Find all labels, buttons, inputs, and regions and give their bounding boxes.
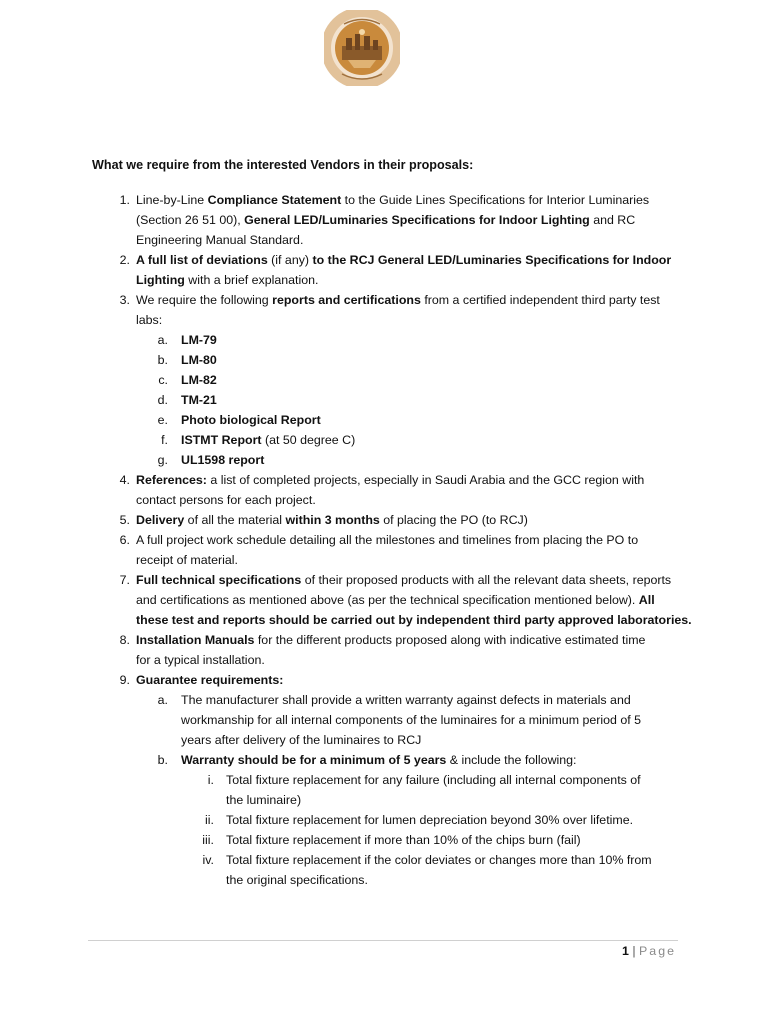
list-item-line	[136, 592, 655, 608]
text-segment: years after delivery of the luminaires to RCJ	[181, 733, 422, 747]
list-item-line	[136, 252, 671, 268]
footer-divider	[88, 940, 678, 941]
list-item-number: 4.	[119, 473, 130, 487]
list-item-line	[136, 652, 265, 668]
text-segment: Compliance Statement	[207, 193, 342, 207]
list-item-line	[136, 632, 645, 648]
list-item-line	[181, 712, 641, 728]
text-segment: the original specifications.	[226, 873, 368, 887]
text-segment: of placing the PO (to RCJ)	[379, 513, 528, 527]
list-item-number: 3.	[119, 293, 130, 307]
text-segment: LM-79	[181, 333, 217, 347]
text-segment: Total fixture replacement for any failure (including all internal components of	[226, 773, 641, 787]
text-segment: & include the following:	[446, 753, 577, 767]
text-segment: A full project work schedule	[136, 533, 287, 547]
page-number: 1	[622, 944, 629, 958]
text-segment: All	[638, 593, 655, 607]
page-heading: What we require from the interested Vendors in their proposals:	[92, 158, 474, 172]
text-segment: ISTMT Report	[181, 433, 262, 447]
list-item-number: 6.	[119, 533, 130, 547]
text-segment: a list of completed projects, especially in Saudi Arabia and the GCC region with	[206, 473, 645, 487]
text-segment: with a brief explanation.	[184, 273, 319, 287]
list-item-line	[226, 832, 581, 848]
list-item-number: i.	[207, 773, 214, 787]
list-item-line	[181, 412, 321, 428]
list-item-number: a.	[157, 693, 168, 707]
text-segment: Delivery	[136, 513, 185, 527]
list-item-line	[136, 512, 528, 528]
text-segment: Full technical specifications	[136, 573, 302, 587]
text-segment: A full list of deviations	[136, 253, 268, 267]
text-segment: detailing all the milestones and timelines from placing the PO to	[286, 533, 639, 547]
text-segment: the luminaire)	[226, 793, 302, 807]
text-segment: to the Guide Lines Specifications for Interior Luminaries	[341, 193, 650, 207]
text-segment: General LED/Luminaries Specifications for Indoor Lighting	[244, 213, 590, 227]
list-item-line	[181, 752, 577, 768]
text-segment: from a certified independent third party test	[420, 293, 660, 307]
page-footer	[560, 944, 676, 958]
text-segment: to the RCJ General LED/Luminaries Specifications for Indoor	[312, 253, 672, 267]
list-item-number: g.	[157, 453, 168, 467]
text-segment: reports and certifications	[272, 293, 421, 307]
list-item-number: 8.	[119, 633, 130, 647]
text-segment: within 3 months	[285, 513, 380, 527]
list-item-line	[136, 492, 316, 508]
list-item-line	[181, 452, 264, 468]
page-separator: |	[632, 944, 636, 958]
list-item-line	[136, 572, 671, 588]
text-segment: Installation Manuals	[136, 633, 255, 647]
list-item-number: iv.	[202, 853, 214, 867]
text-segment: LM-80	[181, 353, 217, 367]
list-item-line	[136, 612, 692, 628]
text-segment: Guarantee requirements:	[136, 673, 284, 687]
list-item-number: 7.	[119, 573, 130, 587]
text-segment: for the different products proposed along with indicative estimated time	[254, 633, 646, 647]
text-segment: Total fixture replacement for lumen depreciation beyond 30% over lifetime.	[226, 813, 634, 827]
saudi-arabia-seal-logo	[324, 10, 400, 86]
list-item-line	[136, 552, 238, 568]
text-segment: and RC	[589, 213, 636, 227]
list-item-line	[136, 292, 660, 308]
text-segment: The manufacturer shall provide a written warranty against defects in materials and	[181, 693, 631, 707]
list-item-line	[226, 792, 301, 808]
text-segment: Lighting	[136, 273, 185, 287]
text-segment: References:	[136, 473, 207, 487]
text-segment: workmanship for all internal components of the luminaires for a minimum period of 5	[181, 713, 642, 727]
list-item-line	[136, 532, 638, 548]
text-segment: Photo biological Report	[181, 413, 321, 427]
text-segment: TM-21	[181, 393, 217, 407]
list-item-line	[181, 392, 217, 408]
list-item-number: ii.	[205, 813, 214, 827]
list-item-line	[181, 372, 217, 388]
text-segment: LM-82	[181, 373, 217, 387]
list-item-line	[181, 432, 355, 448]
list-item-line	[226, 772, 641, 788]
text-segment: Engineering Manual Standard.	[136, 233, 304, 247]
text-segment: receipt of material.	[136, 553, 238, 567]
text-segment: of all the material	[184, 513, 286, 527]
list-item-line	[226, 852, 652, 868]
list-item-line	[181, 332, 217, 348]
list-item-line	[136, 312, 162, 328]
list-item-line	[136, 472, 644, 488]
text-segment: contact persons for each project.	[136, 493, 316, 507]
text-segment: Warranty should be for a minimum of 5 years	[181, 753, 447, 767]
list-item-line	[181, 352, 217, 368]
text-segment: Line-by-Line	[136, 193, 208, 207]
list-item-line	[136, 232, 303, 248]
list-item-line	[226, 872, 368, 888]
list-item-number: f.	[161, 433, 168, 447]
list-item-number: 9.	[119, 673, 130, 687]
text-segment: of their proposed products with all the relevant data sheets, reports	[301, 573, 672, 587]
text-segment: (if any)	[267, 253, 313, 267]
list-item-line	[136, 672, 283, 688]
list-item-line	[181, 732, 421, 748]
text-segment: UL1598 report	[181, 453, 265, 467]
text-segment: labs:	[136, 313, 163, 327]
list-item-line	[136, 272, 318, 288]
text-segment: (at 50 degree C)	[261, 433, 356, 447]
list-item-line	[136, 212, 635, 228]
text-segment: (Section 26 51 00),	[136, 213, 245, 227]
list-item-number: c.	[158, 373, 168, 387]
text-segment: We require the following	[136, 293, 273, 307]
list-item-number: e.	[157, 413, 168, 427]
page-label: Page	[639, 944, 676, 958]
list-item-number: 2.	[119, 253, 130, 267]
list-item-number: b.	[157, 753, 168, 767]
list-item-number: b.	[157, 353, 168, 367]
text-segment: Total fixture replacement if more than 10% of the chips burn (fail)	[226, 833, 581, 847]
list-item-number: 5.	[119, 513, 130, 527]
list-item-line	[136, 192, 649, 208]
text-segment: Total fixture replacement if the color deviates or changes more than 10% from	[226, 853, 652, 867]
list-item-number: a.	[157, 333, 168, 347]
text-segment: and certifications as mentioned above (as per the technical specification mentioned below).	[136, 593, 639, 607]
list-item-number: iii.	[202, 833, 214, 847]
list-item-number: 1.	[119, 193, 130, 207]
text-segment: these test and reports should be carried out by independent third party approved laboratories.	[136, 613, 692, 627]
list-item-line	[181, 692, 631, 708]
list-item-number: d.	[157, 393, 168, 407]
list-item-line	[226, 812, 633, 828]
text-segment: for a typical installation.	[136, 653, 265, 667]
